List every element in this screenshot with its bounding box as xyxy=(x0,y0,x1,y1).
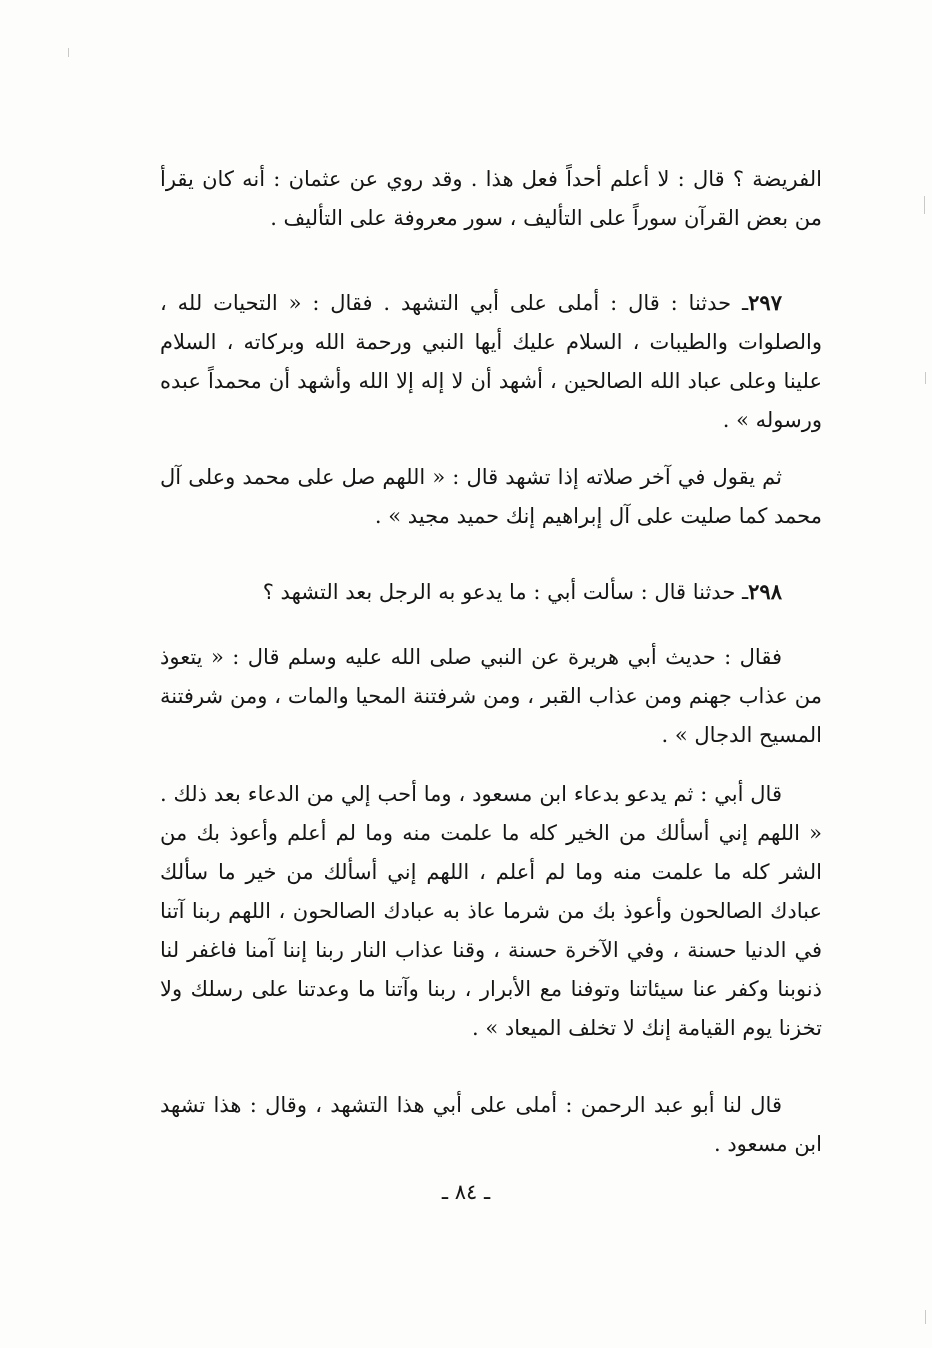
scan-mark xyxy=(925,372,926,384)
paragraph-text: فقال : حديث أبي هريرة عن النبي صلى الله عليه وسلم قال : « يتعوذ من عذاب جهنم ومن عذاب القبر ، ومن شرفتنة المحيا والمات ، ومن شرفتنة المسيح الدجال » . xyxy=(160,645,822,747)
paragraph-intro xyxy=(160,160,822,238)
hadith-298-answer xyxy=(160,638,822,755)
scan-mark xyxy=(68,48,69,57)
closing-remark xyxy=(160,1086,822,1164)
paragraph-text: ثم يقول في آخر صلاته إذا تشهد قال : « اللهم صل على محمد وعلى آل محمد كما صليت على آل إبراهيم إنك حميد مجيد » . xyxy=(160,465,822,528)
hadith-297 xyxy=(160,283,822,440)
hadith-297-continuation xyxy=(160,458,822,536)
hadith-text: ـ حدثنا : قال : أملى على أبي التشهد . فقال : « التحيات لله ، والصلوات والطيبات ، السلام عليك أيها النبي ورحمة الله وبركاته ، السلام علينا وعلى عباد الله الصالحين ، أشهد أن لا إله إلا الله وأشهد أن محمداً عبده ورسوله » . xyxy=(160,291,822,432)
hadith-298 xyxy=(160,572,822,612)
scan-mark xyxy=(924,196,925,214)
paragraph-text: قال أبي : ثم يدعو بدعاء ابن مسعود ، وما أحب إلي من الدعاء بعد ذلك . « اللهم إني أسألك من الخير كله ما علمت منه وما لم أعلم وأعوذ بك من الشر كله ما علمت منه وما لم أعلم ، اللهم إني أسألك من خير ما سألك عبادك الصالحون وأعوذ بك من شرما عاذ به عبادك الصالحون ، اللهم ربنا آتنا في الدنيا حسنة ، وفي الآخرة حسنة ، وقنا عذاب النار ربنا إننا آمنا فاغفر لنا ذنوبنا وكفر عنا سيئاتنا وتوفنا مع الأبرار ، ربنا وآتنا ما وعدتنا على رسلك ولا تخزنا يوم القيامة إنك لا تخلف الميعاد » . xyxy=(160,782,822,1040)
intro-text: الفريضة ؟ قال : لا أعلم أحداً فعل هذا . وقد روي عن عثمان : أنه كان يقرأ من بعض القرآن سوراً على التأليف ، سور معروفة على التأليف . xyxy=(160,167,822,230)
hadith-text: ـ حدثنا قال : سألت أبي : ما يدعو به الرجل بعد التشهد ؟ xyxy=(262,580,749,604)
page-number: ـ ٨٤ ـ xyxy=(441,1180,491,1204)
hadith-number: ٢٩٨ xyxy=(748,579,782,604)
scan-mark xyxy=(925,1310,926,1324)
paragraph-text: قال لنا أبو عبد الرحمن : أملى على أبي هذا التشهد ، وقال : هذا تشهد ابن مسعود . xyxy=(160,1093,822,1156)
hadith-number: ٢٩٧ xyxy=(748,290,782,315)
ibn-masud-dua xyxy=(160,775,822,1048)
